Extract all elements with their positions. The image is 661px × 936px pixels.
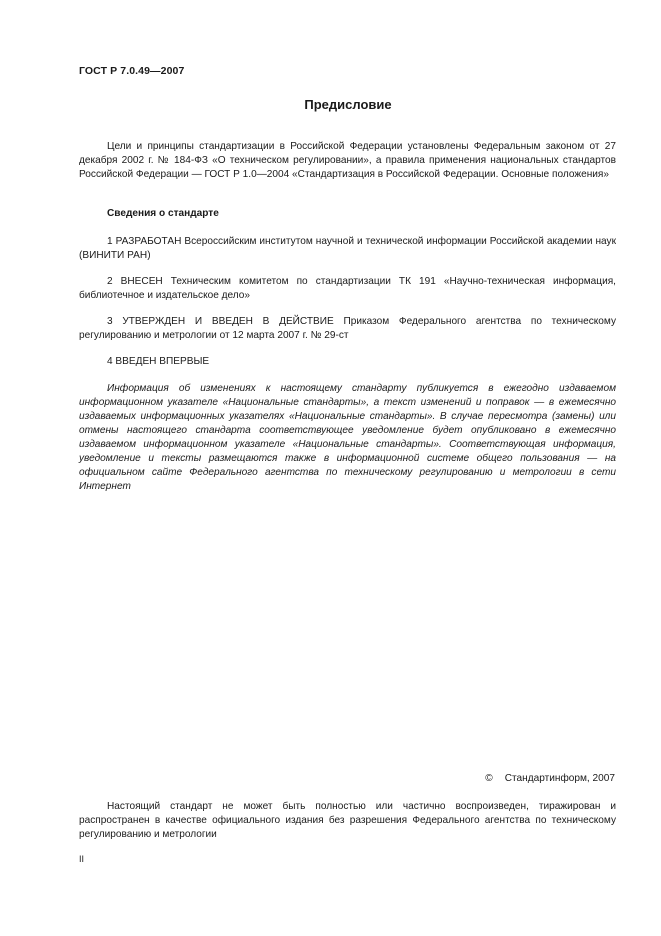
item-3-block: [79, 315, 616, 343]
copyright-text: Стандартинформ, 2007: [504, 773, 615, 784]
intro-text: Цели и принципы стандартизации в Российской Федерации установлены Федеральным законом от 27 декабря 2002 г. № 184-ФЗ «О техническом регулировании», а правила применения национальных стандартов Российской Федерации — ГОСТ Р 1.0—2004 «Стандартизация в Российской Федерации. Основные положения»: [79, 141, 616, 180]
item-1-block: [79, 235, 616, 263]
page-title: Предисловие: [304, 97, 392, 112]
page-number: II: [79, 854, 85, 864]
copyright-line: [485, 773, 615, 784]
info-item-1: 1 РАЗРАБОТАН Всероссийским институтом научной и технической информации Российской академии наук (ВИНИТИ РАН): [79, 236, 616, 261]
info-item-3: 3 УТВЕРЖДЕН И ВВЕДЕН В ДЕЙСТВИЕ Приказом Федерального агентства по техническому регулированию и метрологии от 12 марта 2007 г. № 29-ст: [79, 316, 616, 341]
notice-block: [79, 382, 616, 494]
document-code-header: ГОСТ Р 7.0.49—2007: [79, 65, 185, 77]
copyright-symbol: ©: [485, 773, 493, 784]
reproduction-notice: Настоящий стандарт не может быть полностью или частично воспроизведен, тиражирован и распространен в качестве официального издания без разрешения Федерального агентства по техническому регулированию и метрологии: [79, 801, 616, 840]
info-item-2: 2 ВНЕСЕН Техническим комитетом по стандартизации ТК 191 «Научно-техническая информация, библиотечное и издательское дело»: [79, 276, 616, 301]
item-4-block: [79, 355, 616, 369]
changes-notice: Информация об изменениях к настоящему стандарту публикуется в ежегодно издаваемом информационном указателе «Национальные стандарты», а текст изменений и поправок — в ежемесячно издаваемых информационных указателях «Национальные стандарты». В случае пересмотра (замены) или отмены настоящего стандарта соответствующее уведомление будет опубликовано в ежемесячно издаваемом информационном указателе «Национальные стандарты». Соответствующая информация, уведомление и тексты размещаются также в информационной системе общего пользования — на официальном сайте Федерального агентства по техническому регулированию и метрологии в сети Интернет: [79, 383, 616, 492]
info-heading: Сведения о стандарте: [107, 208, 219, 219]
info-item-4: 4 ВВЕДЕН ВПЕРВЫЕ: [107, 356, 210, 367]
info-heading-block: [79, 207, 616, 221]
item-2-block: [79, 275, 616, 303]
reproduction-block: [79, 800, 616, 842]
intro-paragraph: [79, 140, 616, 182]
